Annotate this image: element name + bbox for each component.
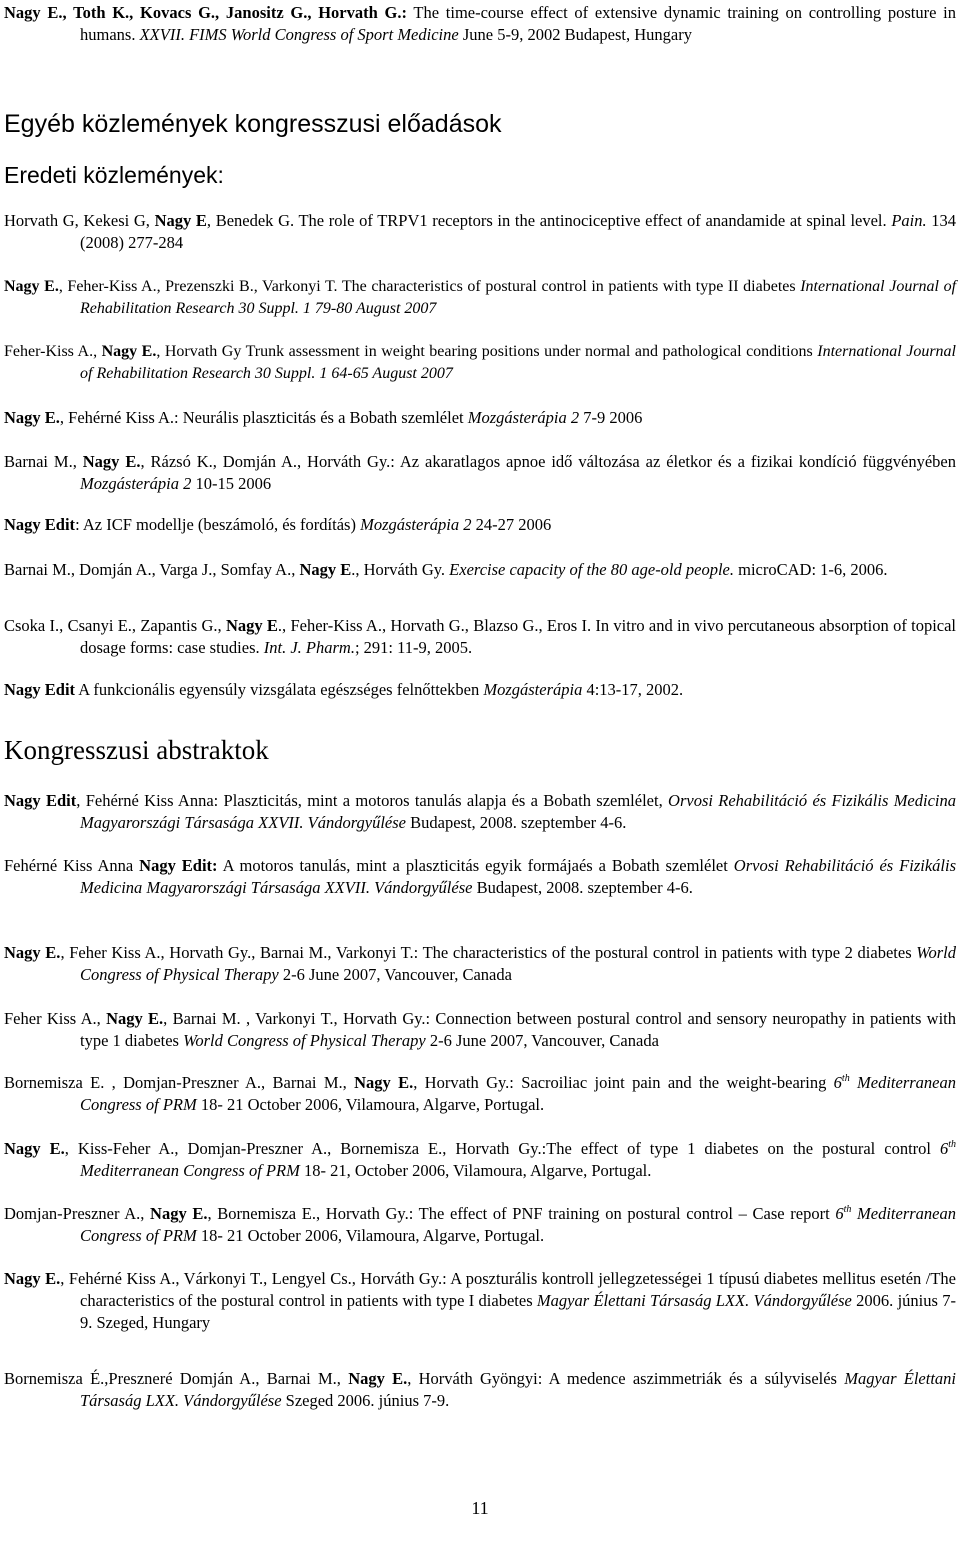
publication-entry <box>4 451 956 495</box>
entry-author-highlight: Nagy E. <box>4 408 60 427</box>
entry-text: , Fehérné Kiss A.: Neurális plaszticitás és a Bobath szemlélet <box>59 408 468 427</box>
entry-author-highlight: Nagy E. <box>4 278 59 295</box>
entry-tail: microCAD: 1-6, 2006. <box>734 560 888 579</box>
entry-journal: Int. J. Pharm. <box>263 638 355 657</box>
entry-text: A funkcionális egyensúly vizsgálata egészséges felnőttekben <box>75 680 484 699</box>
entry-tail: Budapest, 2008. szeptember 4-6. <box>406 813 627 832</box>
entry-authors: Nagy E., Toth K., Kovacs G., Janositz G., Horvath G.: <box>4 3 407 22</box>
entry-tail: 10-15 2006 <box>191 474 272 493</box>
entry-venue: World Congress of Physical Therapy <box>80 943 957 984</box>
entry-text: , Feher-Kiss A., Prezenszki B., Varkonyi T. The characteristics of postural control in patients with type II diabetes <box>58 278 801 295</box>
entry-tail: 18- 21 October 2006, Vilamoura, Algarve, Portugal. <box>196 1095 545 1114</box>
entry-journal: International Journal of Rehabilitation Research 30 Suppl. 1 64-65 August 2007 <box>80 343 956 382</box>
publication-entry <box>4 341 956 385</box>
entry-text: , Horvath Gy Trunk assessment in weight bearing positions under normal and pathological conditions <box>156 343 818 360</box>
entry-venue: Mediterranean Congress of PRM <box>80 1161 300 1180</box>
entry-text: ., Feher-Kiss A., Horvath G., Blazso G., Eros I. In vitro and in vivo percutaneous absorption of topical dosage forms: case studies. <box>80 616 957 657</box>
entry-text: , Barnai M. , Varkonyi T., Horvath Gy.: Connection between postural control and sensory neuropathy in patients with type 1 diabetes <box>80 1009 956 1050</box>
entry-journal: Exercise capacity of the 80 age-old people. <box>449 560 734 579</box>
entry-author-highlight: Nagy E. <box>150 1204 208 1223</box>
entry-tail: 4:13-17, 2002. <box>582 680 684 699</box>
entry-venue: Mediterranean Congress of PRM <box>80 1204 956 1245</box>
entry-pre: Horvath G, Kekesi G, <box>4 211 155 230</box>
entry-text: , Kiss-Feher A., Domjan-Preszner A., Bornemisza E., Horvath Gy.:The effect of type 1 diabetes on the postural control <box>64 1139 940 1158</box>
entry-pre: Feher Kiss A., <box>4 1009 107 1028</box>
entry-journal: Mozgásterápia 2 <box>467 408 580 427</box>
entry-journal: Mozgásterápia 2 <box>360 515 472 534</box>
entry-journal: Mozgásterápia 2 <box>80 474 192 493</box>
entry-venue-ordinal: 6 <box>833 1073 842 1092</box>
entry-text: , Feher Kiss A., Horvath Gy., Barnai M., Varkonyi T.: The characteristics of the postural control in patients with type 2 diabetes <box>60 943 917 962</box>
entry-author-highlight: Nagy E. <box>101 343 157 360</box>
entry-venue: Orvosi Rehabilitáció és Fizikális Medicina Magyarországi Társasága XXVII. Vándorgyűlése <box>80 791 957 832</box>
entry-author-highlight: Nagy E. <box>82 452 141 471</box>
entry-venue-ordinal: 6 <box>939 1139 949 1158</box>
entry-text: , Horváth Gyöngyi: A medence aszimmetriák és a súlyviselés <box>407 1369 845 1388</box>
publication-entry <box>4 559 956 581</box>
entry-author-highlight: Nagy E <box>225 616 278 635</box>
entry-pre: Feher-Kiss A., <box>4 343 102 360</box>
entry-journal: International Journal of Rehabilitation Research 30 Suppl. 1 79-80 August 2007 <box>80 278 957 317</box>
entry-tail: 18- 21, October 2006, Vilamoura, Algarve, Portugal. <box>299 1161 652 1180</box>
entry-title: The time-course effect of extensive dynamic training on controlling posture in humans. <box>80 3 956 44</box>
entry-tail: 2-6 June 2007, Vancouver, Canada <box>425 1031 659 1050</box>
entry-author-highlight: Nagy E. <box>348 1369 408 1388</box>
entry-text: , Bornemisza E., Horvath Gy.: The effect of PNF training on postural control – Case report <box>207 1204 836 1223</box>
entry-rest: June 5-9, 2002 Budapest, Hungary <box>462 25 692 44</box>
entry-tail: 18- 21 October 2006, Vilamoura, Algarve, Portugal. <box>196 1226 545 1245</box>
entry-venue: XXVII. FIMS World Congress of Sport Medicine <box>139 25 459 44</box>
entry-author-highlight: Nagy E. <box>4 1139 65 1158</box>
entry-author-highlight: Nagy E. <box>354 1073 414 1092</box>
entry-tail: Szeged 2006. június 7-9. <box>281 1391 450 1410</box>
entry-tail: 134 (2008) 277-284 <box>80 211 957 252</box>
entry-text: ., Horváth Gy. <box>351 560 450 579</box>
entry-venue: Magyar Élettani Társaság LXX. Vándorgyűlése <box>536 1291 852 1310</box>
entry-tail: ; 291: 11-9, 2005. <box>354 638 473 657</box>
entry-author-highlight: Nagy Edit <box>4 680 76 699</box>
entry-author-highlight: Nagy E. <box>4 1269 61 1288</box>
entry-pre: Domjan-Preszner A., <box>4 1204 151 1223</box>
entry-author-highlight: Nagy E. <box>106 1009 164 1028</box>
heading-congress-abstracts: Kongresszusi abstraktok <box>4 735 269 765</box>
entry-pre: Bornemisza E. , Domjan-Preszner A., Barnai M., <box>4 1073 355 1092</box>
top-entry <box>4 2 956 46</box>
entry-tail: 2006. június 7-9. Szeged, Hungary <box>80 1291 956 1332</box>
abstract-entry <box>4 1203 956 1247</box>
entry-tail: 24-27 2006 <box>471 515 552 534</box>
entry-text: , Horvath Gy.: Sacroiliac joint pain and the weight-bearing <box>413 1073 834 1092</box>
abstract-entry <box>4 790 956 834</box>
entry-tail: 7-9 2006 <box>579 408 643 427</box>
entry-venue: Mediterranean Congress of PRM <box>80 1073 957 1114</box>
entry-author-highlight: Nagy E. <box>4 943 61 962</box>
entry-venue-ordinal: 6 <box>835 1204 844 1223</box>
page-number: 11 <box>471 1498 489 1518</box>
entry-venue: Magyar Élettani Társaság LXX. Vándorgyűlése <box>80 1369 956 1410</box>
publication-entry <box>4 407 956 429</box>
abstract-entry <box>4 1072 956 1116</box>
entry-author-highlight: Nagy Edit: <box>139 856 218 875</box>
entry-journal: Pain. <box>891 211 927 230</box>
entry-tail: 2-6 June 2007, Vancouver, Canada <box>278 965 512 984</box>
entry-author-highlight: Nagy E <box>154 211 207 230</box>
entry-pre: Csoka I., Csanyi E., Zapantis G., <box>4 616 226 635</box>
entry-journal: Mozgásterápia <box>483 680 583 699</box>
entry-text: , Benedek G. The role of TRPV1 receptors in the antinociceptive effect of anandamide at spinal level. <box>206 211 892 230</box>
heading-other-publications: Egyéb közlemények kongresszusi előadások <box>4 110 502 138</box>
entry-pre: Bornemisza É.,Preszneré Domján A., Barnai M., <box>4 1369 349 1388</box>
ordinal-suffix: th <box>948 1139 957 1150</box>
entry-tail: Budapest, 2008. szeptember 4-6. <box>472 878 693 897</box>
publication-entry <box>4 615 956 659</box>
abstract-entry <box>4 942 956 986</box>
entry-author-highlight: Nagy Edit <box>4 791 77 810</box>
entry-author-highlight: Nagy Edit <box>4 515 76 534</box>
abstract-entry <box>4 1268 956 1334</box>
entry-text: , Fehérné Kiss A., Várkonyi T., Lengyel Cs., Horváth Gy.: A poszturális kontroll jellegzetességei 1 típusú diabetes mellitus esetén /The characteristics of the postural control in patients with type I diabetes <box>60 1269 957 1310</box>
entry-text: , Rázsó K., Domján A., Horváth Gy.: Az akaratlagos apnoe idő változása az életkor és a fizikai kondíció függvényében <box>140 452 956 471</box>
abstract-entry <box>4 1138 956 1182</box>
entry-venue: World Congress of Physical Therapy <box>183 1031 426 1050</box>
entry-author-highlight: Nagy E <box>299 560 352 579</box>
entry-venue: Orvosi Rehabilitáció és Fizikális Medicina Magyarországi Társasága XXVII. Vándorgyűlése <box>80 856 957 897</box>
publication-entry <box>4 210 956 254</box>
entry-pre: Fehérné Kiss Anna <box>4 856 140 875</box>
entry-pre: Barnai M., <box>4 452 83 471</box>
publication-entry <box>4 514 956 536</box>
publication-entry <box>4 276 956 320</box>
abstract-entry <box>4 855 956 899</box>
abstract-entry <box>4 1008 956 1052</box>
heading-original-publications: Eredeti közlemények: <box>4 162 224 188</box>
ordinal-suffix: th <box>841 1073 850 1084</box>
entry-text: , Fehérné Kiss Anna: Plaszticitás, mint a motoros tanulás alapja és a Bobath szemlélet, <box>76 791 669 810</box>
entry-pre: Barnai M., Domján A., Varga J., Somfay A., <box>4 560 300 579</box>
entry-text: : Az ICF modellje (beszámoló, és fordítás) <box>75 515 361 534</box>
ordinal-suffix: th <box>843 1204 852 1215</box>
publication-entry <box>4 679 956 701</box>
abstract-entry <box>4 1368 956 1412</box>
entry-text: A motoros tanulás, mint a plaszticitás egyik formájaés a Bobath szemlélet <box>217 856 734 875</box>
